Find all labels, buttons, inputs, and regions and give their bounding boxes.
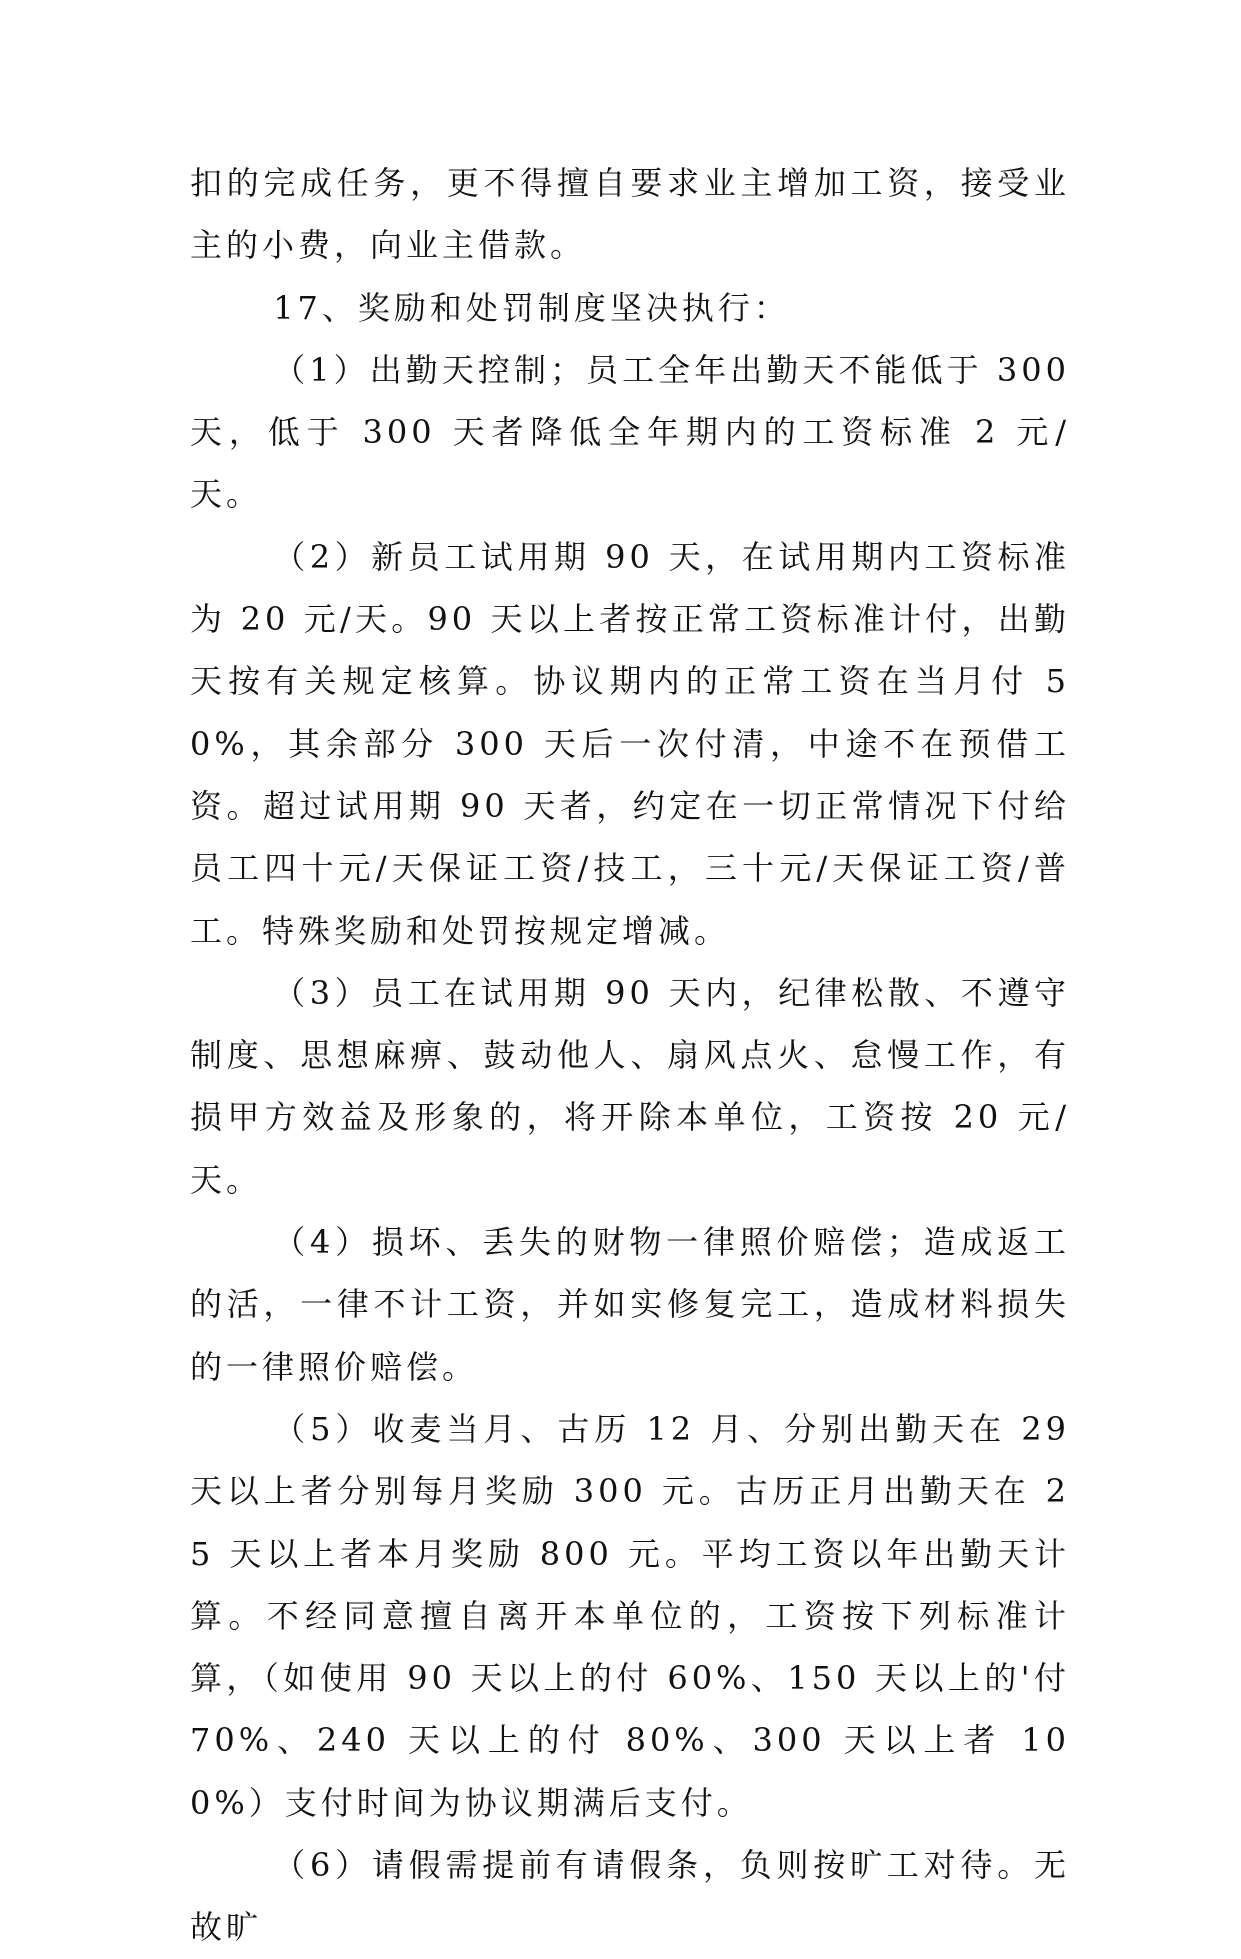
paragraph-item-4: （4）损坏、丢失的财物一律照价赔偿；造成返工的活，一律不计工资，并如实修复完工，造成材料损失的一律照价赔偿。 bbox=[190, 1223, 1070, 1386]
paragraph-item-5: （5）收麦当月、古历 12 月、分别出勤天在 29 天以上者分别每月奖励 300 元。古历正月出勤天在 25 天以上者本月奖励 800 元。平均工资以年出勤天计算。不经同意擅自离开本单位的，工资按下列标准计算，（如使用 90 天以上的付 60%、150 天以上的'付 70%、240 天以上的付 80%、300 天以上者 100%）支付时间为协议期满后支付。 bbox=[190, 1409, 1070, 1822]
paragraph-item-3: （3）员工在试用期 90 天内，纪律松散、不遵守制度、思想麻痹、鼓动他人、扇风点火、怠慢工作，有损甲方效益及形象的，将开除本单位，工资按 20 元/天。 bbox=[190, 973, 1070, 1199]
paragraph-section-17-heading: 17、奖励和处罚制度坚决执行： bbox=[273, 288, 790, 327]
paragraph-item-2: （2）新员工试用期 90 天，在试用期内工资标准为 20 元/天。90 天以上者按正常工资标准计付，出勤天按有关规定核算。协议期内的正常工资在当月付 50%，其余部分 300 天后一次付清，中途不在预借工资。超过试用期 90 天者，约定在一切正常情况下付给员工四十元/天保证工资/技工，三十元/天保证工资/普工。特殊奖励和处罚按规定增减。 bbox=[190, 537, 1070, 950]
paragraph-item-6: （6）请假需提前有请假条，负则按旷工对待。无故旷 bbox=[190, 1846, 1070, 1947]
document-body bbox=[190, 152, 1070, 1959]
paragraph-item-1: （1）出勤天控制；员工全年出勤天不能低于 300 天，低于 300 天者降低全年期内的工资标准 2 元/天。 bbox=[190, 350, 1070, 514]
paragraph-continuation: 扣的完成任务，更不得擅自要求业主增加工资，接受业主的小费，向业主借款。 bbox=[190, 164, 1070, 265]
